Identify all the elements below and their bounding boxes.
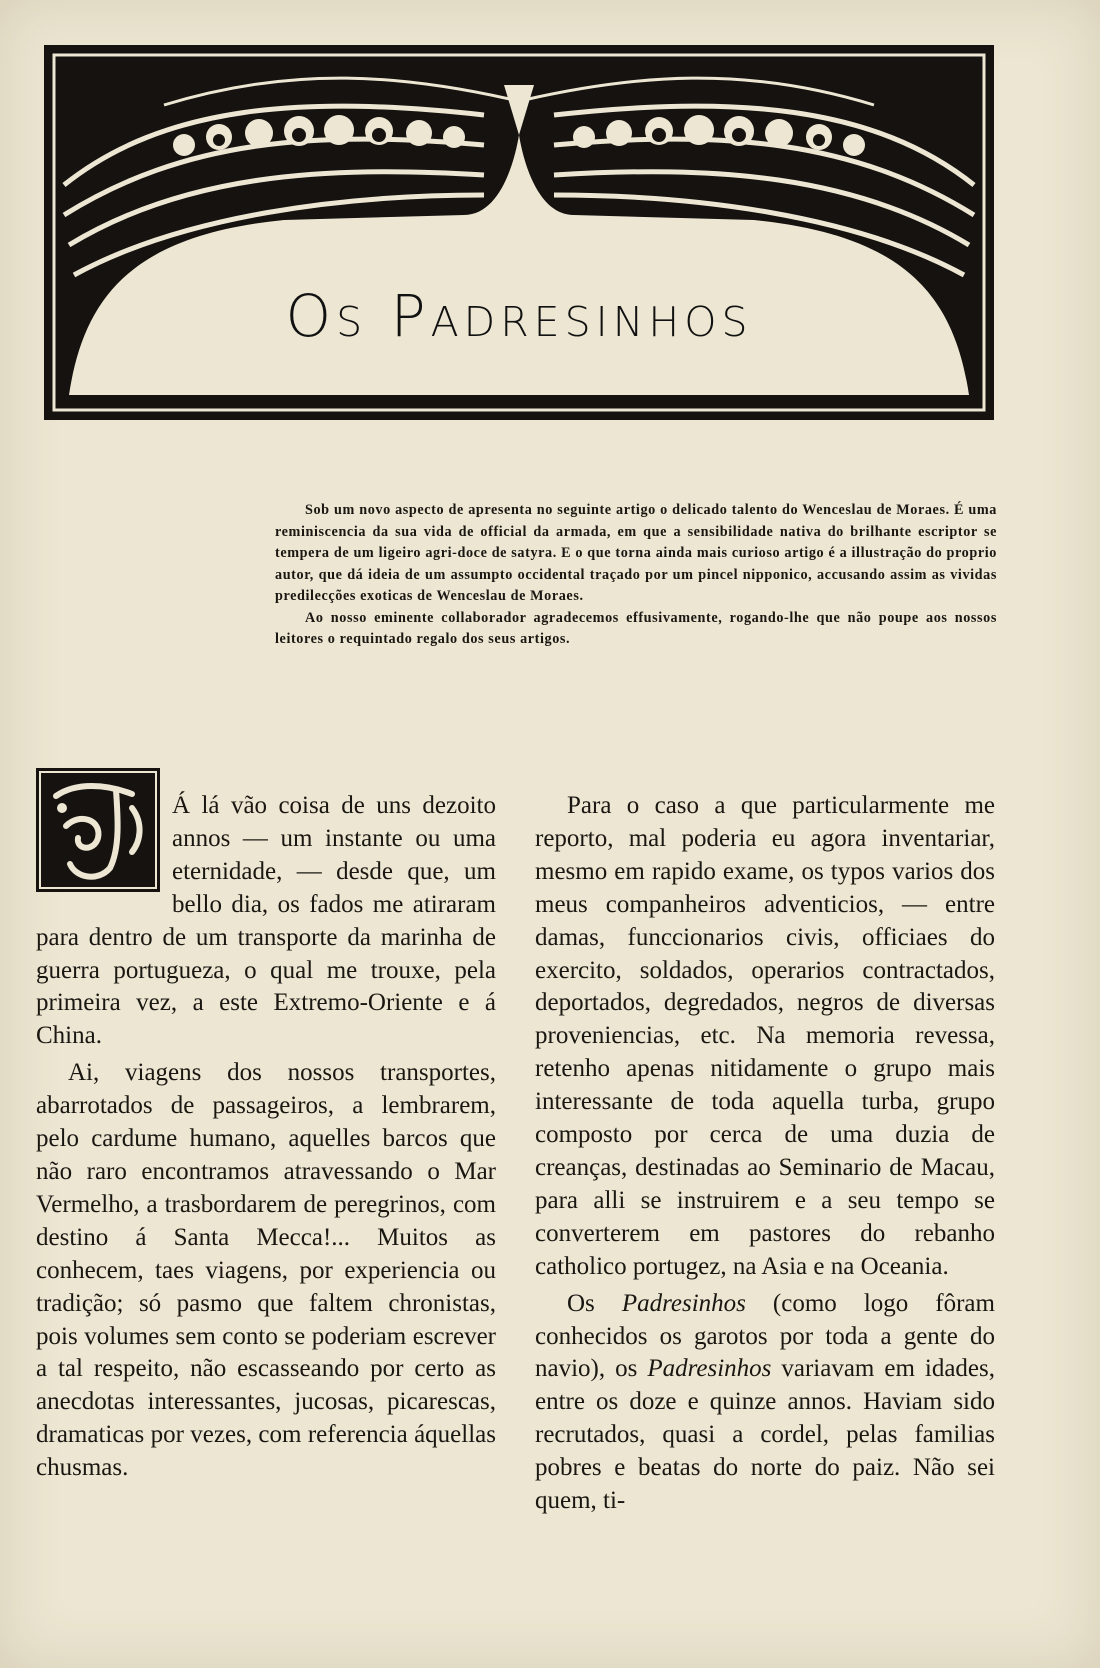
text-run: Os: [567, 1289, 622, 1317]
left-column: [36, 790, 496, 1489]
intro-note: [275, 500, 997, 651]
body-paragraph: Á lá vão coisa de uns dezoito annos — um instante ou uma eternidade, — desde que, um bello dia, os fados me atiraram para dentro de um transporte da marinha de guerra portugueza, o qual me trouxe, pela primeira vez, a este Extremo-Oriente e á China.: [36, 792, 496, 1050]
body-paragraph: [535, 1288, 995, 1518]
decorated-initial-icon: [36, 768, 160, 892]
right-column: [535, 790, 995, 1522]
body-paragraph: Para o caso a que particularmente me reporto, mal poderia eu agora inventariar, mesmo em rapido exame, os typos varios dos meus companheiros adventicios, — entre damas, funccionarios civis, officiaes do exercito, soldados, operarios contractados, deportados, degredados, negros de diversas proveniencias, etc. Na memoria revessa, retenho apenas nitidamente o grupo mais interessante de toda aquella turba, grupo composto por cerca de uma duzia de creanças, destinadas ao Seminario de Macau, para alli se instruirem e a seu tempo se converterem em pastores do rebanho catholico portugez, na Asia e na Oceania.: [535, 792, 995, 1280]
intro-paragraph: Ao nosso eminente collaborador agradecemos effusivamente, rogando-lhe que não poupe aos nossos leitores o requintado regalo dos seus artigos.: [275, 609, 997, 647]
italic-term: Padresinhos: [647, 1355, 772, 1383]
ornament-illustration: [44, 45, 994, 420]
page-title: Os Padresinhos: [285, 282, 753, 350]
text-run: variavam em idades, entre os doze e quinze annos. Haviam sido recrutados, quasi a cordel, pelas familias pobres e beatas do norte do paiz. Não sei quem, ti-: [535, 1355, 995, 1515]
italic-term: Padresinhos: [621, 1289, 746, 1317]
text-run: (como logo fôram conhecidos os garotos por toda a gente do navio), os: [535, 1289, 995, 1383]
intro-paragraph: Sob um novo aspecto de apresenta no seguinte artigo o delicado talento do Wenceslau de Moraes. É uma reminiscencia da sua vida de official da armada, em que a sensibilidade nativa do brilhante escriptor se tempera de um ligeiro agri-doce de satyra. E o que torna ainda mais curioso artigo é a illustração do proprio autor, que dá ideia de um assumpto occidental traçado por um pincel nipponico, accusando assim as vividas predilecções exoticas de Wenceslau de Moraes.: [275, 502, 997, 604]
header-banner: [44, 45, 994, 420]
body-paragraph: Ai, viagens dos nossos transportes, abarrotados de passageiros, a lembrarem, pelo cardume humano, aquelles barcos que não raro encontramos atravessando o Mar Vermelho, a trasbordarem de peregrinos, com destino á Santa Mecca!... Muitos as conhecem, taes viagens, por experiencia ou tradição; só pasmo que faltem chronistas, pois volumes sem conto se poderiam escrever a tal respeito, não escasseando por certo as anecdotas interessantes, jucosas, picarescas, dramaticas por vezes, com referencia áquellas chusmas.: [36, 1059, 496, 1482]
